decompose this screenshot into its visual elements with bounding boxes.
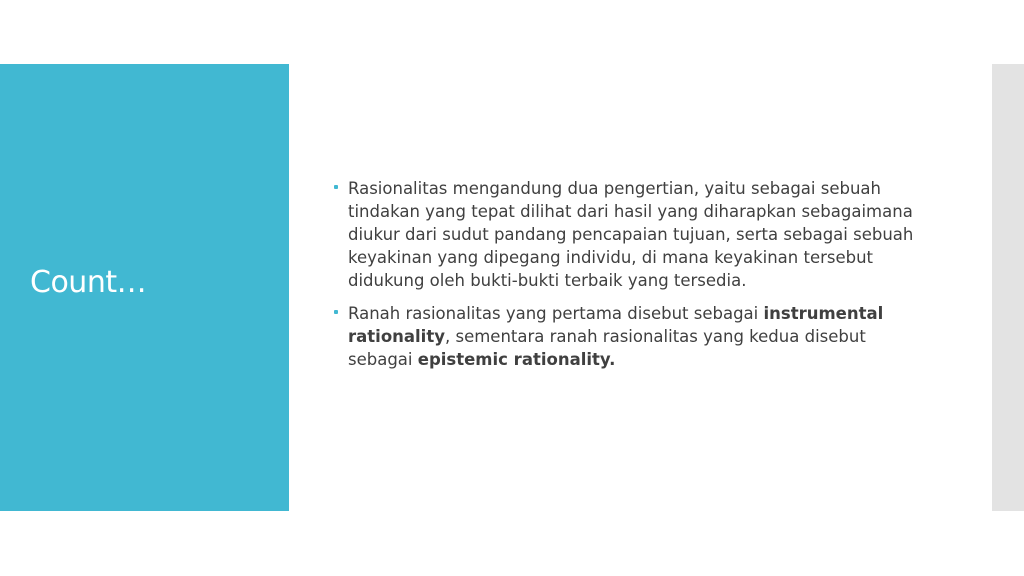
bullet-icon: [334, 310, 338, 314]
right-side-bar: [992, 64, 1024, 511]
slide-content: [334, 177, 934, 381]
bullet-text-1: Rasionalitas mengandung dua pengertian, yaitu sebagai sebuah tindakan yang tepat dilihat dari hasil yang diharapkan sebagaimana diukur dari sudut pandang pencapaian tujuan, serta sebagai sebuah keyakinan yang dipegang individu, di mana keyakinan tersebut didukung oleh bukti-bukti terbaik yang tersedia.: [348, 179, 914, 290]
slide-title: Count…: [30, 265, 147, 300]
bullet-text-2a: Ranah rasionalitas yang pertama disebut sebagai: [348, 304, 764, 323]
bold-term-epistemic: epistemic rationality.: [417, 350, 616, 369]
bullet-icon: [334, 185, 338, 189]
bold-term-instrumental: instrumental rationality: [348, 304, 884, 346]
bullet-item-1: [334, 177, 934, 292]
bullet-item-2: [334, 302, 934, 371]
bullet-text-2b: , sementara ranah rasionalitas yang kedua disebut sebagai: [348, 327, 866, 369]
